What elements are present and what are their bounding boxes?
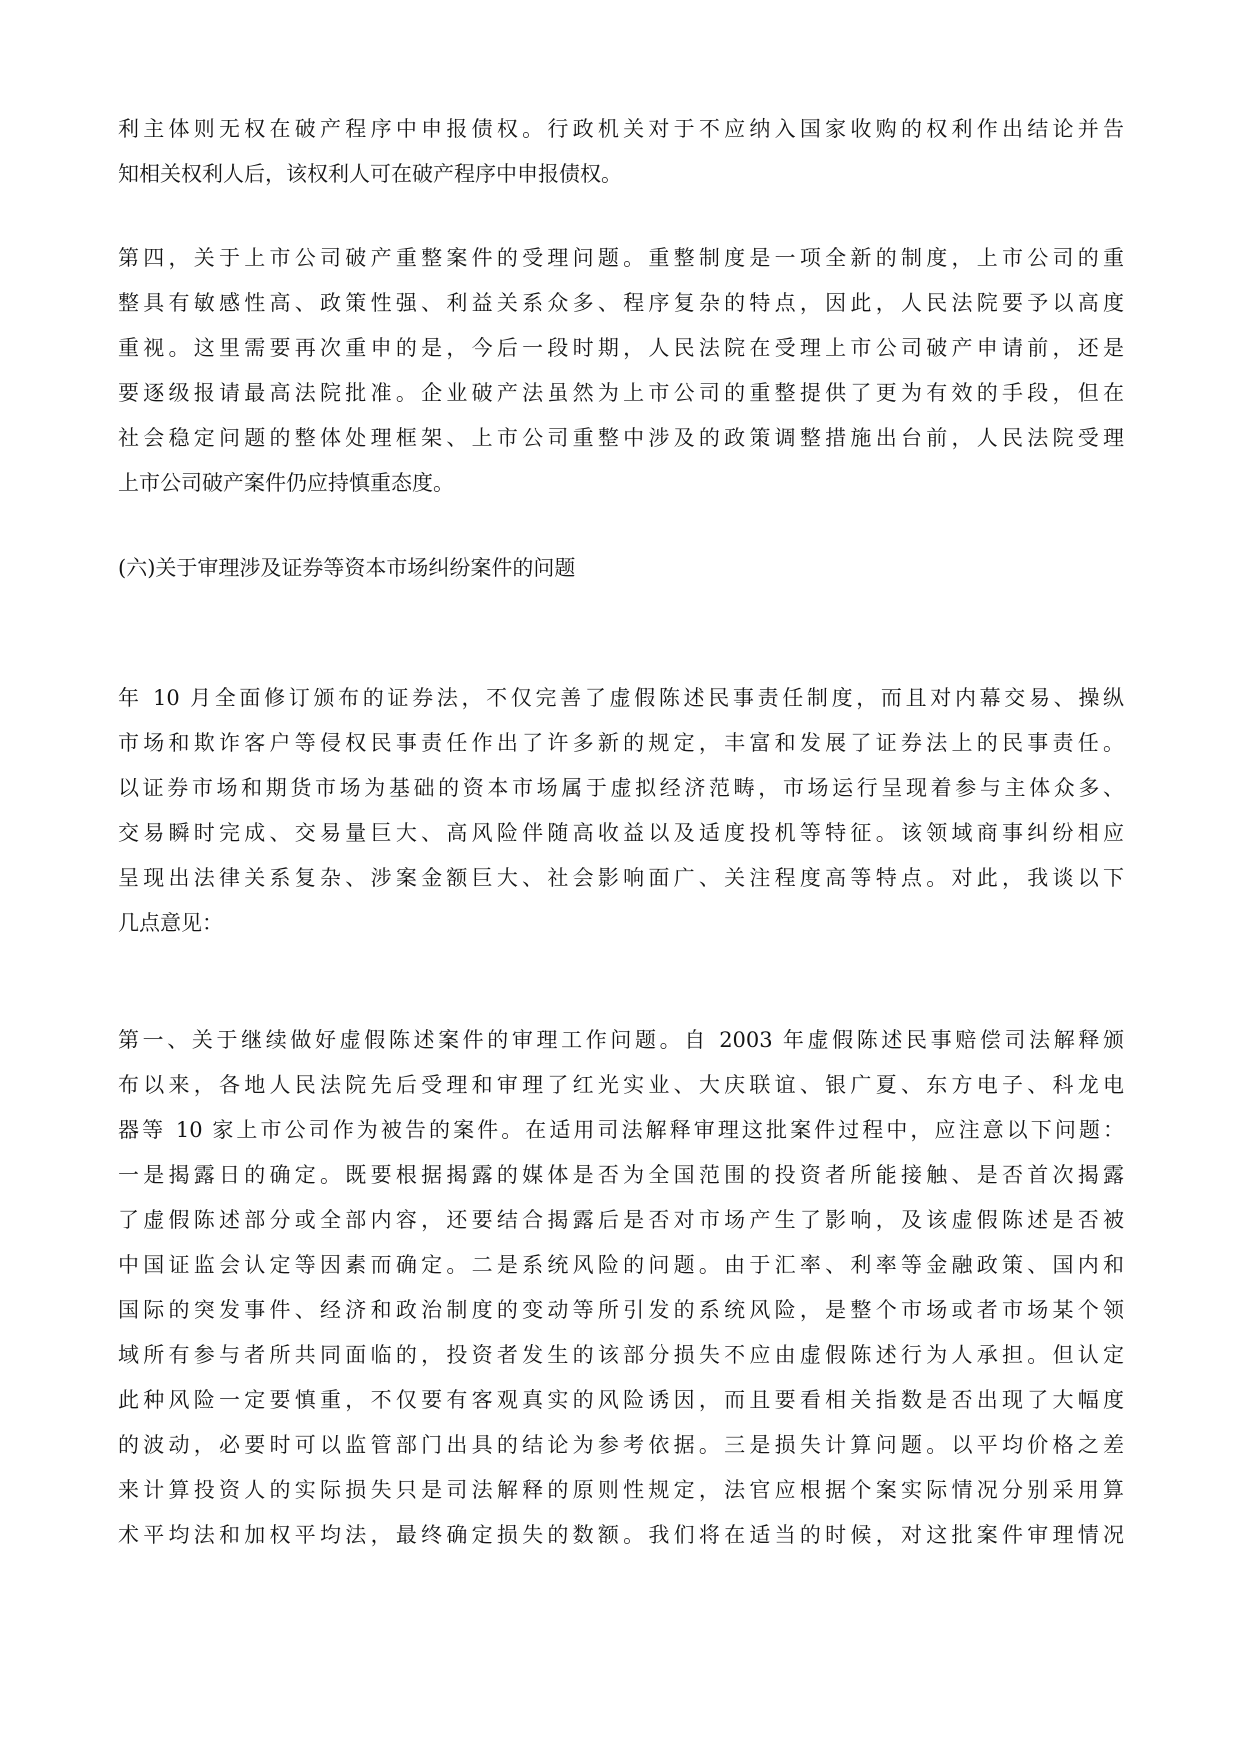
text-line: 市场和欺诈客户等侵权民事责任作出了许多新的规定，丰富和发展了证券法上的民事责任。	[118, 731, 1124, 755]
text-line: 器等 10 家上市公司作为被告的案件。在适用司法解释审理这批案件过程中，应注意以下问题：	[118, 1118, 1124, 1142]
paragraph-1	[118, 107, 1124, 197]
text-line: 的波动，必要时可以监管部门出具的结论为参考依据。三是损失计算问题。以平均价格之差	[118, 1433, 1124, 1457]
text-line: 来计算投资人的实际损失只是司法解释的原则性规定，法官应根据个案实际情况分别采用算	[118, 1478, 1124, 1502]
text-line: 域所有参与者所共同面临的，投资者发生的该部分损失不应由虚假陈述行为人承担。但认定	[118, 1343, 1124, 1367]
text-line: 此种风险一定要慎重，不仅要有客观真实的风险诱因，而且要看相关指数是否出现了大幅度	[118, 1388, 1124, 1412]
text-line: 了虚假陈述部分或全部内容，还要结合揭露后是否对市场产生了影响，及该虚假陈述是否被	[118, 1208, 1124, 1232]
paragraph-4	[118, 1018, 1124, 1558]
text-line: 国际的突发事件、经济和政治制度的变动等所引发的系统风险，是整个市场或者市场某个领	[118, 1298, 1124, 1322]
text-line: 上市公司破产案件仍应持慎重态度。	[118, 471, 454, 495]
text-line: 第四，关于上市公司破产重整案件的受理问题。重整制度是一项全新的制度，上市公司的重	[118, 246, 1124, 270]
text-line: 整具有敏感性高、政策性强、利益关系众多、程序复杂的特点，因此，人民法院要予以高度	[118, 291, 1124, 315]
text-line: 术平均法和加权平均法，最终确定损失的数额。我们将在适当的时候，对这批案件审理情况	[118, 1523, 1124, 1547]
text-line: 以证券市场和期货市场为基础的资本市场属于虚拟经济范畴，市场运行呈现着参与主体众多、	[118, 776, 1124, 800]
text-line: 几点意见：	[118, 911, 223, 935]
text-line: 一是揭露日的确定。既要根据揭露的媒体是否为全国范围的投资者所能接触、是否首次揭露	[118, 1163, 1124, 1187]
text-line: 布以来，各地人民法院先后受理和审理了红光实业、大庆联谊、银广夏、东方电子、科龙电	[118, 1073, 1124, 1097]
text-line: 第一、关于继续做好虚假陈述案件的审理工作问题。自 2003 年虚假陈述民事赔偿司法解释颁	[118, 1028, 1124, 1052]
text-line: 知相关权利人后，该权利人可在破产程序中申报债权。	[118, 162, 622, 186]
text-line: 社会稳定问题的整体处理框架、上市公司重整中涉及的政策调整措施出台前，人民法院受理	[118, 426, 1124, 450]
text-line: 重视。这里需要再次重申的是，今后一段时期，人民法院在受理上市公司破产申请前，还是	[118, 336, 1124, 360]
text-line: 呈现出法律关系复杂、涉案金额巨大、社会影响面广、关注程度高等特点。对此，我谈以下	[118, 866, 1124, 890]
text-line: 中国证监会认定等因素而确定。二是系统风险的问题。由于汇率、利率等金融政策、国内和	[118, 1253, 1124, 1277]
text-line: 要逐级报请最高法院批准。企业破产法虽然为上市公司的重整提供了更为有效的手段，但在	[118, 381, 1124, 405]
paragraph-2	[118, 236, 1124, 506]
text-line: 利主体则无权在破产程序中申报债权。行政机关对于不应纳入国家收购的权利作出结论并告	[118, 117, 1124, 141]
section-heading	[118, 546, 1124, 591]
paragraph-3	[118, 676, 1124, 946]
section-heading-text: (六)关于审理涉及证券等资本市场纠纷案件的问题	[118, 556, 576, 580]
text-line: 交易瞬时完成、交易量巨大、高风险伴随高收益以及适度投机等特征。该领域商事纠纷相应	[118, 821, 1124, 845]
text-line: 年 10 月全面修订颁布的证券法，不仅完善了虚假陈述民事责任制度，而且对内幕交易、操纵	[118, 686, 1124, 710]
